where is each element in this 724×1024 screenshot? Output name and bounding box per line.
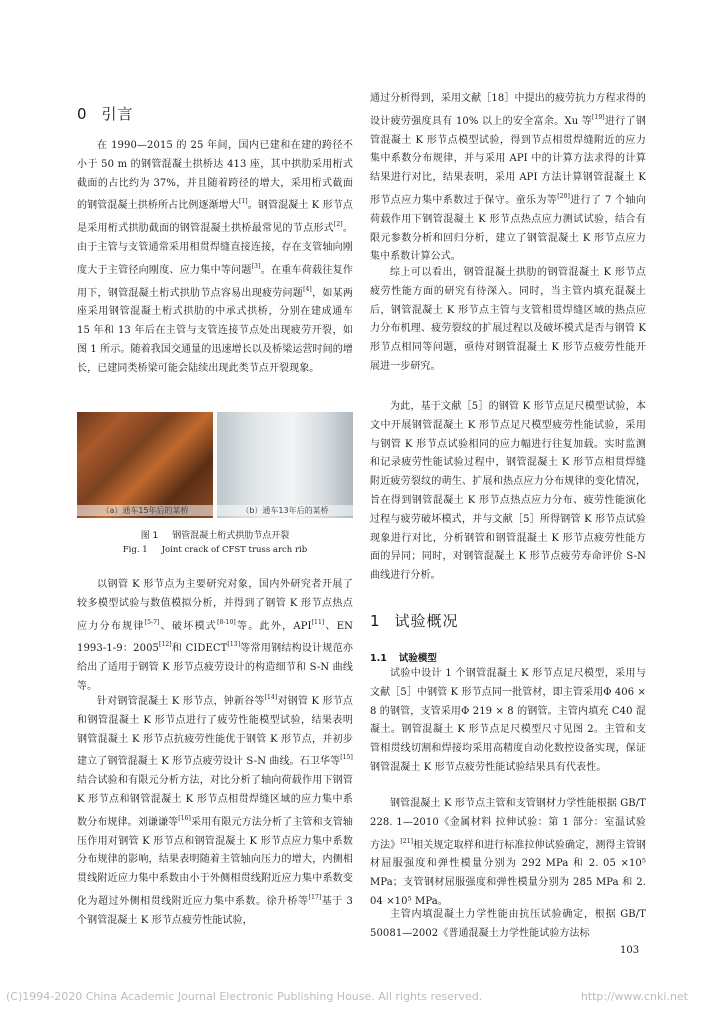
- section-heading-1: [370, 610, 459, 631]
- citation-link[interactable]: [4]: [303, 285, 312, 293]
- figure-1-caption-zh: 图 1 钢管混凝土桁式拱肋节点开裂: [140, 531, 290, 541]
- subsection-heading-1-1: 1.1 试验模型: [370, 653, 437, 664]
- citation-link[interactable]: [1]: [238, 198, 248, 206]
- footer: [6, 990, 718, 1003]
- section-number: 0: [77, 105, 88, 123]
- figure-1b-photo: [217, 412, 353, 518]
- footer-url[interactable]: http://www.cnki.net: [580, 990, 688, 1003]
- section-title: 试验概况: [394, 612, 459, 630]
- figure-1: [77, 412, 353, 518]
- citation-link[interactable]: [14]: [264, 694, 278, 701]
- citation-link[interactable]: [15]: [340, 754, 353, 762]
- section1-paragraph-1: 试验中设计 1 个钢管混凝土 K 形节点足尺模型，采用与文献［5］中钢管 K 形节点同一批管材，即主管采用Φ 406 × 8 的钢管，支管采用Φ 219 × 8 的钢管。主管内填充 C40 混凝土。钢管混凝土 K 形节点足尺模型尺寸见图 2。主管和支管相贯线切割和焊接均采用高精度自动化数控设备实现，保证钢管混凝土 K 形节点疲劳性能试验结果具有代表性。: [370, 668, 646, 773]
- figure-1b-label: （b）通车13年后的某桥: [217, 505, 353, 516]
- figure-1-caption-en: Fig. 1 Joint crack of CFST truss arch rib: [122, 545, 308, 555]
- figure-1a-label: （a）通车15年后的某桥: [77, 505, 213, 516]
- citation-link[interactable]: [11]: [311, 618, 325, 626]
- section1-paragraph-2: 钢管混凝土 K 形节点主管和支管钢材力学性能根据 GB/T 228. 1—2010《金属材料 拉伸试验：第 1 部分：室温试验方法》[21]相关规定取样和进行标准拉伸试验确定，测得主管钢材屈服强度和弹性模量分别为 292 MPa 和 2. 05 ×10⁵ MPa；支管钢材屈服强度和弹性模量分别为 285 MPa 和 2. 04 ×10⁵ MPa。: [370, 798, 646, 907]
- citation-link[interactable]: [13]: [227, 641, 241, 649]
- citation-link[interactable]: [19]: [592, 113, 605, 121]
- citation-link[interactable]: [17]: [308, 893, 322, 901]
- right-paragraph-2: 综上可以看出，钢管混凝土拱肋的钢管混凝土 K 形节点疲劳性能方面的研究有待深入。同时，当主管内填充混凝土后，钢管混凝土 K 形节点主管与支管相贯焊缝区域的热点应力分布机理、疲劳裂纹的扩展过程以及破坏模式是否与钢管 K 形节点相同等问题，亟待对钢管混凝土 K 形节点疲劳性能开展进一步研究。: [370, 267, 646, 372]
- page-number: 103: [620, 945, 640, 956]
- citation-link[interactable]: [3]: [251, 262, 261, 270]
- right-paragraph-3: 为此，基于文献［5］的钢管 K 形节点足尺模型试验，本文中开展钢管混凝土 K 形节点足尺模型疲劳性能试验，采用与钢管 K 形节点试验相同的应力幅进行往复加载。实时监测和记录疲劳性能试验过程中，钢管混凝土 K 形节点相贯焊缝附近疲劳裂纹的萌生、扩展和热点应力分布规律的变化情况，旨在得到钢管混凝土 K 形节点热点应力分布、疲劳性能演化过程与疲劳破坏模式，并与文献［5］所得钢管 K 形节点试验现象进行对比，分析钢管和钢管混凝土 K 形节点疲劳性能方面的异同；同时，对钢管混凝土 K 形节点疲劳寿命评价 S-N 曲线进行分析。: [370, 401, 646, 582]
- citation-link[interactable]: [20]: [557, 192, 570, 200]
- right-paragraph-1: 通过分析得到，采用文献［18］中提出的疲劳抗力方程求得的设计疲劳强度具有 10% 以上的安全富余。Xu 等[19]进行了钢管混凝土 K 形节点模型试验，得到节点相贯焊缝附近的应力集中系数分布规律，并与采用 API 中的计算方法求得的计算结果进行对比，结果表明，采用 API 方法计算钢管混凝土 K 形节点应力集中系数过于保守。童乐为等[20]进行了 7 个轴向荷载作用下钢管混凝土 K 形节点热点应力测试试验，结合有限元参数分析和回归分析，建立了钢管混凝土 K 形节点应力集中系数计算公式。: [370, 93, 646, 263]
- intro-paragraph-3: 针对钢管混凝土 K 形节点，钟新谷等[14]对钢管 K 形节点和钢管混凝土 K 形节点进行了疲劳性能模型试验，结果表明钢管混凝土 K 形节点抗疲劳性能优于钢管 K 形节点，并初步建立了钢管混凝土 K 形节点疲劳设计 S-N 曲线。石卫华等[15]结合试验和有限元分析方法，对比分析了轴向荷载作用下钢管 K 形节点和钢管混凝土 K 形节点相贯焊缝区域的应力集中系数分布规律。刘谦谦等[16]采用有限元方法分析了主管和支管轴压作用对钢管 K 形节点和钢管混凝土 K 形节点应力集中系数分布规律的影响，结果表明随着主管轴向压力的增大，内侧相贯线附近应力集中系数由小于外侧相贯线附近应力集中系数变化为超过外侧相贯线附近应力集中系数。徐升桥等[17]基于 3 个钢管混凝土 K 形节点疲劳性能试验，: [77, 694, 353, 926]
- citation-link[interactable]: [21]: [400, 837, 414, 845]
- citation-link[interactable]: [2]: [333, 221, 343, 229]
- section-title: 引言: [101, 105, 134, 123]
- section1-paragraph-3: 主管内填混凝土力学性能由抗压试验确定，根据 GB/T 50081—2002《普通混凝土力学性能试验方法标: [370, 909, 646, 939]
- figure-1a-photo: [77, 412, 213, 518]
- citation-link[interactable]: [5-7]: [144, 618, 160, 626]
- section-heading-intro: [77, 103, 134, 124]
- intro-paragraph-1: 在 1990—2015 的 25 年间，国内已建和在建的跨径不小于 50 m 的钢管混凝土拱桥达 413 座，其中拱肋采用桁式截面的占比约为 37%，并且随着跨径的增大，采用桁式截面的钢管混凝土拱桥所占比例逐渐增大[1]。钢管混凝土 K 形节点是采用桁式拱肋截面的钢管混凝土拱桥最常见的节点形式[2]。由于主管与支管通常采用相贯焊缝直接连接，存在支管轴向刚度大于主管径向刚度、应力集中等问题[3]。在重车荷载往复作用下，钢管混凝土桁式拱肋节点容易出现疲劳问题[4]，如某两座采用钢管混凝土桁式拱肋的中承式拱桥，分别在建成通车 15 年和 13 年后在主管与支管连接节点处出现疲劳开裂，如图 1 所示。随着我国交通量的迅速增长以及桥梁运营时间的增长，已建同类桥梁可能会陆续出现此类节点开裂现象。: [77, 140, 354, 374]
- section-number: 1: [370, 612, 381, 630]
- citation-link[interactable]: [8-10]: [217, 618, 236, 626]
- citation-link[interactable]: [12]: [159, 641, 172, 649]
- intro-paragraph-2: 以钢管 K 形节点为主要研究对象，国内外研究者开展了较多模型试验与数值模拟分析，并得到了钢管 K 形节点热点应力分布规律[5-7]、破坏模式[8-10]等。此外，API[11]、EN 1993-1-9：2005[12]和 CIDECT[13]等常用钢结构设计规范亦给出了适用于钢管 K 形节点疲劳设计的构造细节和 S-N 曲线等。: [77, 579, 354, 692]
- footer-copyright: (C)1994-2020 China Academic Journal Electronic Publishing House. All rights reserved.: [6, 990, 483, 1003]
- citation-link[interactable]: [16]: [178, 814, 191, 822]
